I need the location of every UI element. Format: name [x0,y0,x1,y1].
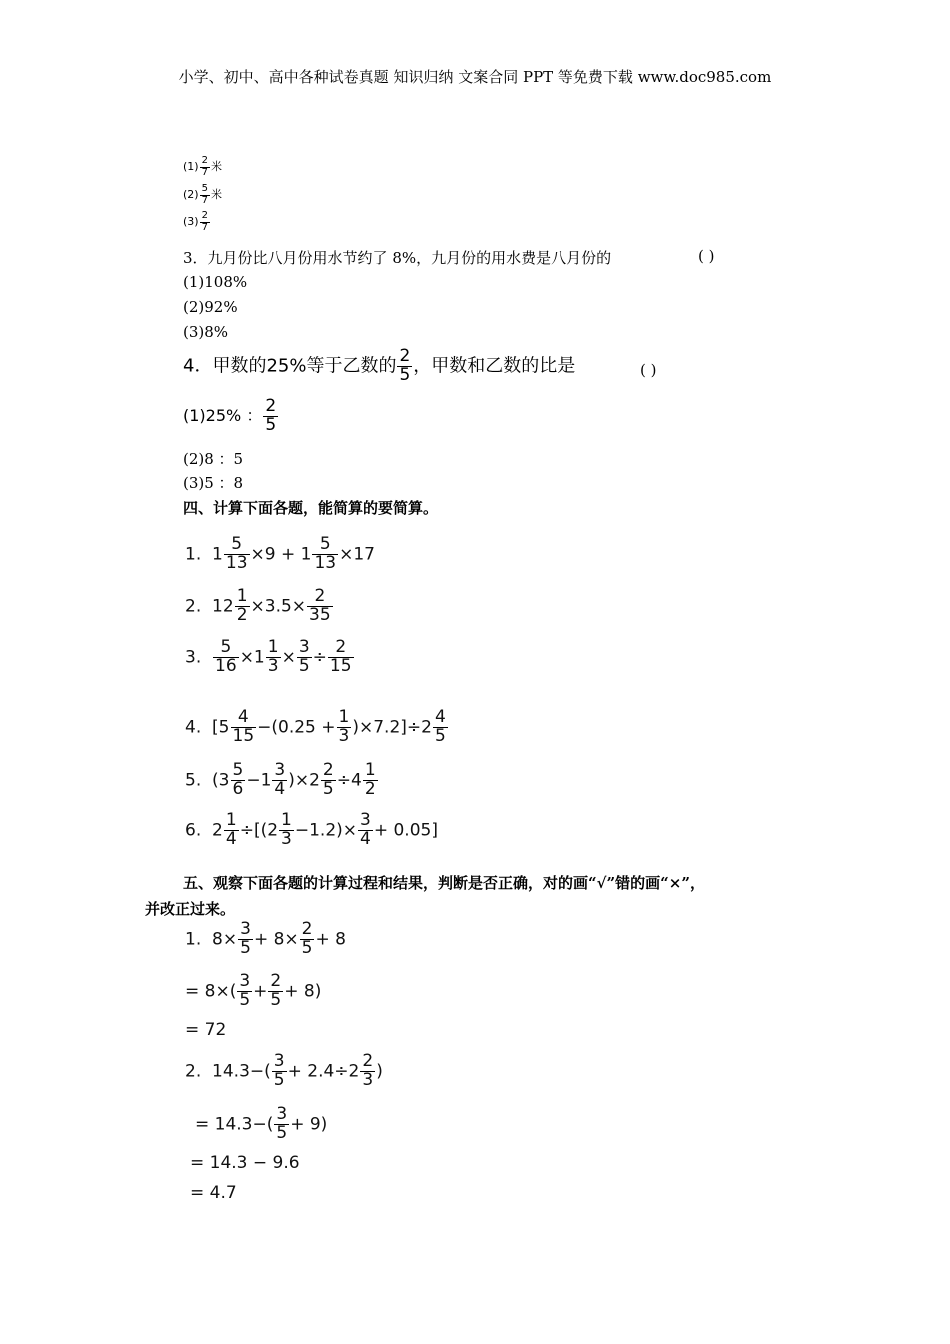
q4-fraction: $\frac{2}{5}$ [399,346,411,385]
q4-option-1 [183,398,279,435]
q4-option-1-fraction: $\frac{2}{5}$ [265,396,277,435]
problem-index: 2. [185,1061,202,1082]
section-4-problem-1: 1. 1 $\frac{5}{13}$ ×9 + 1 $\frac{5}{13}$ ×17 [185,534,375,573]
q2-option-3-fraction: $\frac{2}{7}$ [201,210,208,233]
q2-option-3-label: (3) [183,215,199,228]
section-4-problem-5: 5. (3 $\frac{5}{6}$ −1 $\frac{3}{4}$ )×2 $\frac{2}{5}$ ÷4 $\frac{1}{2}$ [185,760,376,799]
q2-option-2-label: (2) [183,188,199,201]
problem-index: 1. [185,544,202,565]
problem-index: 4. [185,717,202,738]
q4-suffix: ，甲数和乙数的比是 [413,355,576,377]
q3-option-2: (2)92% [183,298,238,316]
problem-index: 6. [185,820,202,841]
section-4-problem-3: 3. $\frac{5}{16}$ ×1 $\frac{1}{3}$ × $\frac{3}{5}$ ÷ $\frac{2}{15}$ [185,637,352,676]
section-5-example-2-line-2: = 14.3−( $\frac{3}{5}$ + 9) [195,1104,328,1143]
q3-option-1: (1)108% [183,273,248,291]
section-5-example-1-line-3: = 72 [185,1020,227,1040]
q2-option-2-unit: 米 [210,188,222,201]
q2-option-1-unit: 米 [210,160,222,173]
q2-option-2 [183,184,222,206]
problem-index: 1. [185,929,202,950]
q2-option-3 [183,211,211,233]
q2-option-2-fraction: $\frac{5}{7}$ [201,183,208,206]
q4-option-2: (2)8 ：5 [183,450,244,468]
q2-option-1-fraction: $\frac{2}{7}$ [201,155,208,178]
section-4-problem-4: 4. [5 $\frac{4}{15}$ −(0.25 + $\frac{1}{3}$ )×7.2]÷2 $\frac{4}{5}$ [185,707,446,746]
q3-text: 3．九月份比八月份用水节约了 8%，九月份的用水费是八月份的 [183,249,612,267]
q4-option-1-prefix: (1)25% ： [183,405,263,425]
section-5-example-2-line-4: = 4.7 [190,1183,237,1203]
section-5-title-line-2: 并改正过来。 [145,900,236,918]
q2-option-1-label: (1) [183,160,199,173]
section-4-problem-2: 2. 12 $\frac{1}{2}$ ×3.5× $\frac{2}{35}$ [185,586,331,625]
q2-option-1 [183,156,222,178]
page-header: 小学、初中、高中各种试卷真题 知识归纳 文案合同 PPT 等免费下载 www.doc985.com [178,68,772,86]
q4-answer-paren: ( ) [640,361,657,379]
q3-option-3: (3)8% [183,323,229,341]
section-4-title: 四、计算下面各题，能简算的要简算。 [183,499,439,517]
q3-answer-paren: ( ) [698,247,715,265]
q4-option-3: (3)5 ：8 [183,474,244,492]
q4-prefix: 4．甲数的25%等于乙数的 [183,355,397,377]
section-5-example-2-line-3: = 14.3 − 9.6 [190,1153,300,1173]
section-4-problem-6: 6. 2 $\frac{1}{4}$ ÷[(2 $\frac{1}{3}$ −1.2)× $\frac{3}{4}$ + 0.05] [185,810,438,849]
section-5-example-2-line-1: 2. 14.3−( $\frac{3}{5}$ + 2.4÷2 $\frac{2}{3}$ ) [185,1051,383,1090]
section-5-title-line-1: 五、观察下面各题的计算过程和结果，判断是否正确，对的画“√”错的画“×”， [183,874,705,892]
problem-index: 5. [185,770,202,791]
problem-index: 2. [185,596,202,617]
section-5-example-1-line-1: 1. 8× $\frac{3}{5}$ + 8× $\frac{2}{5}$ + 8 [185,919,346,958]
problem-index: 3. [185,647,202,668]
q4-text [183,348,575,385]
section-5-example-1-line-2: = 8×( $\frac{3}{5}$ + $\frac{2}{5}$ + 8) [185,971,322,1010]
